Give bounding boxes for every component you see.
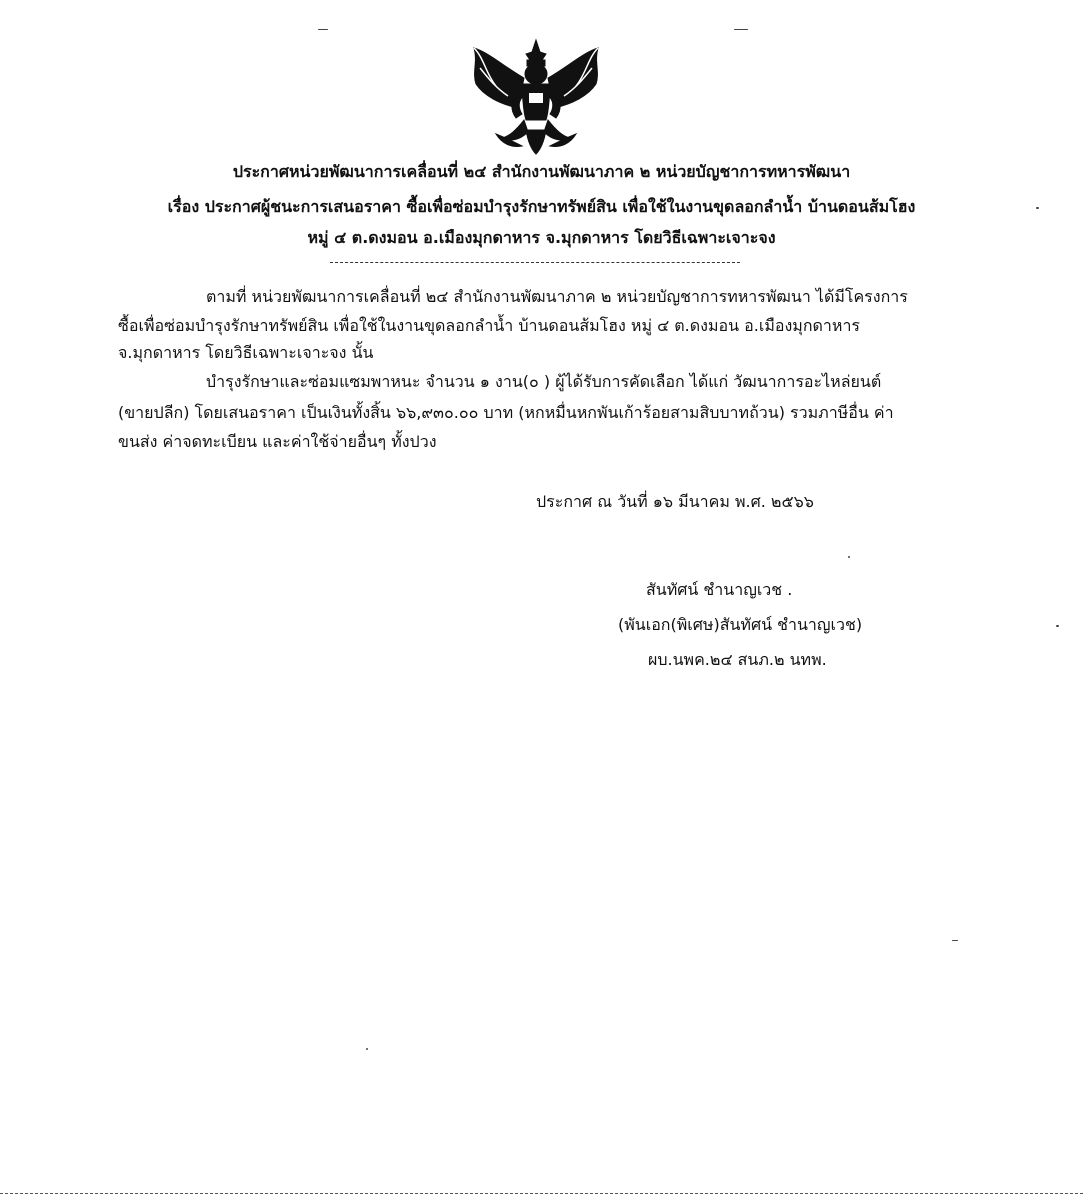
signature-full-name: (พันเอก(พิเศษ)สันทัศน์ ชำนาญเวช) [618, 615, 863, 634]
signature-signed-name: สันทัศน์ ชำนาญเวช . [646, 580, 793, 599]
paragraph-1-line-2: ซื้อเพื่อซ่อมบำรุงรักษาทรัพย์สิน เพื่อใช้ในงานขุดลอกลำน้ำ บ้านดอนส้มโฮง หมู่ ๔ ต.ดงมอน อ.เมืองมุกดาหาร [118, 316, 861, 335]
announcement-date: ประกาศ ณ วันที่ ๑๖ มีนาคม พ.ศ. ๒๕๖๖ [536, 492, 814, 511]
header-divider [330, 262, 740, 263]
bottom-scan-edge [0, 1193, 1083, 1194]
announcement-title-line-1: ประกาศหน่วยพัฒนาการเคลื่อนที่ ๒๔ สำนักงานพัฒนาภาค ๒ หน่วยบัญชาการทหารพัฒนา [232, 162, 851, 181]
garuda-emblem-icon [466, 38, 606, 156]
scan-speck [1056, 625, 1059, 627]
paragraph-2-line-2: (ขายปลีก) โดยเสนอราคา เป็นเงินทั้งสิ้น ๖๖,๙๓๐.๐๐ บาท (หกหมื่นหกพันเก้าร้อยสามสิบบาทถ้วน) รวมภาษีอื่น ค่า [118, 403, 894, 422]
scan-speck [366, 1048, 368, 1050]
scan-speck [318, 29, 328, 30]
announcement-subject-line-2: เรื่อง ประกาศผู้ชนะการเสนอราคา ซื้อเพื่อซ่อมบำรุงรักษาทรัพย์สิน เพื่อใช้ในงานขุดลอกลำน้ำ บ้านดอนส้มโฮง [167, 197, 916, 216]
paragraph-2-line-1: บำรุงรักษาและซ่อมแซมพาหนะ จำนวน ๑ งาน(๐ ) ผู้ได้รับการคัดเลือก ได้แก่ วัฒนาการอะไหล่ยนต์ [206, 372, 882, 391]
scan-speck [848, 556, 850, 558]
scan-speck [734, 29, 748, 30]
paragraph-1-line-1: ตามที่ หน่วยพัฒนาการเคลื่อนที่ ๒๔ สำนักงานพัฒนาภาค ๒ หน่วยบัญชาการทหารพัฒนา ได้มีโครงการ [206, 287, 908, 306]
scan-speck [952, 940, 958, 941]
paragraph-2-line-3: ขนส่ง ค่าจดทะเบียน และค่าใช้จ่ายอื่นๆ ทั้งปวง [118, 432, 437, 451]
signature-position: ผบ.นพค.๒๔ สนภ.๒ นทพ. [648, 650, 827, 669]
paragraph-1-line-3: จ.มุกดาหาร โดยวิธีเฉพาะเจาะจง นั้น [118, 343, 374, 362]
announcement-subject-line-3: หมู่ ๔ ต.ดงมอน อ.เมืองมุกดาหาร จ.มุกดาหาร โดยวิธีเฉพาะเจาะจง [307, 228, 776, 247]
scan-speck [1036, 207, 1039, 209]
